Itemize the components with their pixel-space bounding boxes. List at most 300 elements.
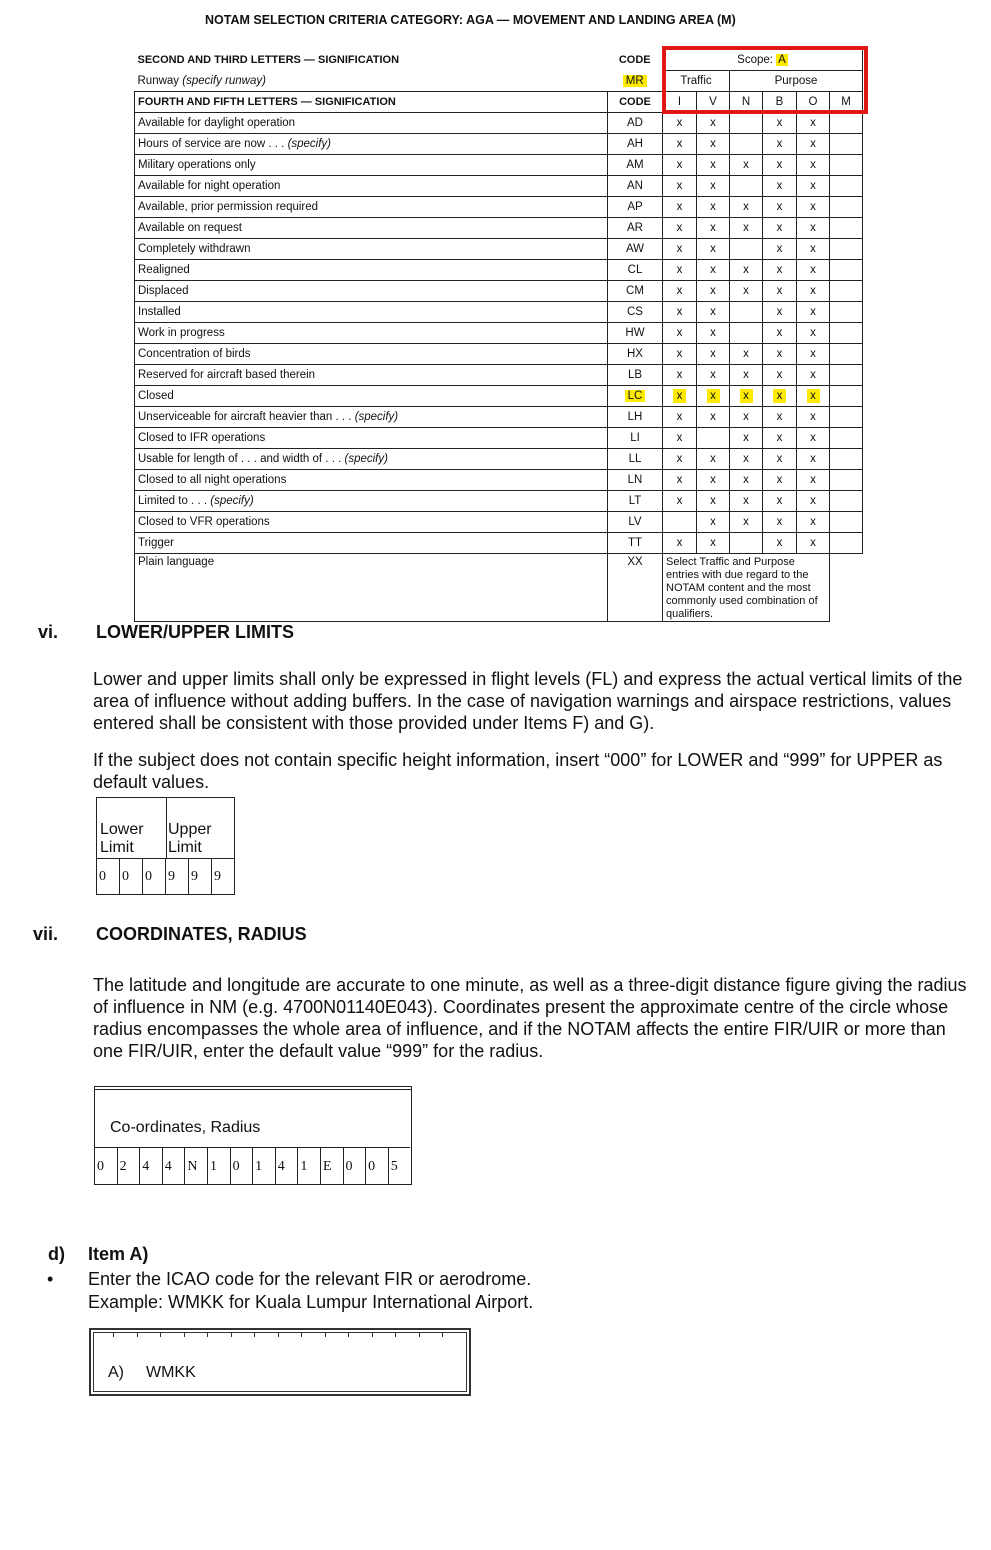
second-third-letters-header: SECOND AND THIRD LETTERS — SIGNIFICATION xyxy=(137,54,400,66)
item-a-tick xyxy=(231,1332,232,1337)
mark-b: x xyxy=(763,113,797,134)
section-d-number: d) xyxy=(48,1244,65,1264)
runway-note: (specify runway) xyxy=(182,74,266,87)
limit-digit-cell: 0 xyxy=(96,859,119,894)
limit-digit-cell: 0 xyxy=(119,859,142,894)
code-cell: CL xyxy=(608,260,663,281)
mark-n: x xyxy=(730,218,763,239)
mark-o: x xyxy=(797,197,830,218)
table-row-plain-language xyxy=(135,554,863,622)
limit-digit-cell: 9 xyxy=(165,859,188,894)
code-cell xyxy=(608,386,663,407)
signification-cell xyxy=(135,155,608,176)
coordinate-char-cell: 4 xyxy=(162,1148,185,1185)
coordinate-char-cell: 0 xyxy=(94,1148,117,1185)
mark-i: x xyxy=(663,470,697,491)
signification-cell xyxy=(135,533,608,554)
mark-n xyxy=(730,323,763,344)
mark-v: x xyxy=(697,176,730,197)
table-row xyxy=(135,386,863,407)
signification-text: Closed to IFR operations xyxy=(138,432,266,444)
code-cell: LV xyxy=(608,512,663,533)
signification-cell xyxy=(135,113,608,134)
coordinate-char-cell: E xyxy=(320,1148,343,1185)
mark-o: x xyxy=(797,344,830,365)
item-a-prefix: A) xyxy=(108,1364,124,1381)
lower-label-line2: Limit xyxy=(100,839,134,856)
table-row xyxy=(135,176,863,197)
code-cell: LN xyxy=(608,470,663,491)
code-cell: XX xyxy=(608,554,663,622)
mark-v: x xyxy=(697,239,730,260)
item-a-tick xyxy=(395,1332,396,1337)
item-a-tick xyxy=(325,1332,326,1337)
item-a-tick xyxy=(160,1332,161,1337)
mark-v: x xyxy=(697,113,730,134)
col-header-n: N xyxy=(730,92,763,113)
signification-cell xyxy=(135,512,608,533)
code-cell: CS xyxy=(608,302,663,323)
mark-v: x xyxy=(697,512,730,533)
mark-n: x xyxy=(730,449,763,470)
mark-v: x xyxy=(697,365,730,386)
mark-m xyxy=(830,281,863,302)
mark-m xyxy=(830,155,863,176)
code-cell: LL xyxy=(608,449,663,470)
section-vii-number: vii. xyxy=(33,924,59,944)
mark-i: x xyxy=(663,260,697,281)
mark-v: x xyxy=(697,449,730,470)
code-header-1: CODE xyxy=(618,54,651,66)
mark-m xyxy=(830,323,863,344)
coordinate-char-cell: 0 xyxy=(365,1148,388,1185)
mark-o: x xyxy=(797,239,830,260)
document-title: NOTAM SELECTION CRITERIA CATEGORY: AGA — MOVEMENT AND LANDING AREA (M) xyxy=(205,13,736,27)
table-row xyxy=(135,470,863,491)
notam-criteria-table xyxy=(134,49,863,622)
table-row xyxy=(135,449,863,470)
mark-m xyxy=(830,512,863,533)
table-row xyxy=(135,428,863,449)
mark-i xyxy=(663,386,697,407)
signification-text: Displaced xyxy=(138,285,189,297)
mark-m xyxy=(830,491,863,512)
mark-i: x xyxy=(663,491,697,512)
coordinate-char-cell: 4 xyxy=(275,1148,298,1185)
signification-spec: (specify) xyxy=(287,138,332,150)
mark-m xyxy=(830,407,863,428)
item-a-tick xyxy=(442,1332,443,1337)
mark-v: x xyxy=(697,134,730,155)
mark-b: x xyxy=(763,281,797,302)
limit-digit-cell: 9 xyxy=(188,859,211,894)
mark-v: x xyxy=(697,260,730,281)
col-header-o: O xyxy=(797,92,830,113)
mark-v: x xyxy=(697,344,730,365)
signification-cell xyxy=(135,176,608,197)
mark-i: x xyxy=(663,218,697,239)
mark-o: x xyxy=(797,134,830,155)
mark-i: x xyxy=(663,176,697,197)
mark-b: x xyxy=(763,218,797,239)
signification-cell xyxy=(135,323,608,344)
table-row xyxy=(135,323,863,344)
mark-o: x xyxy=(797,365,830,386)
mark-i: x xyxy=(663,365,697,386)
runway-label: Runway xyxy=(137,74,183,87)
mark-o: x xyxy=(797,176,830,197)
mark-o: x xyxy=(797,155,830,176)
runway-code xyxy=(608,71,663,92)
code-cell: AH xyxy=(608,134,663,155)
signification-text: Available, prior permission required xyxy=(138,201,319,213)
mark-m xyxy=(830,428,863,449)
coordinate-char-cell: 5 xyxy=(388,1148,411,1185)
item-a-tick xyxy=(137,1332,138,1337)
signification-text: Closed to VFR operations xyxy=(138,516,270,528)
item-a-tick xyxy=(254,1332,255,1337)
mark-i: x xyxy=(663,344,697,365)
signification-cell xyxy=(135,218,608,239)
upper-limit-label xyxy=(168,821,212,857)
mark-b: x xyxy=(763,449,797,470)
mark-n: x xyxy=(730,491,763,512)
scope-label: Scope: xyxy=(737,54,777,66)
code-cell: HX xyxy=(608,344,663,365)
mark-m xyxy=(830,302,863,323)
table-row xyxy=(135,365,863,386)
coordinates-box xyxy=(94,1086,412,1185)
mark-m xyxy=(830,260,863,281)
mark-n xyxy=(730,176,763,197)
coordinate-char-cell: 1 xyxy=(207,1148,230,1185)
mark-n: x xyxy=(730,365,763,386)
mark-i: x xyxy=(663,197,697,218)
mark-n: x xyxy=(730,344,763,365)
lower-limit-label xyxy=(100,821,144,857)
mark-v: x xyxy=(697,197,730,218)
signification-cell xyxy=(135,365,608,386)
code-cell: AR xyxy=(608,218,663,239)
code-cell: CM xyxy=(608,281,663,302)
item-a-tick xyxy=(113,1332,114,1337)
code-value: LC xyxy=(625,390,646,402)
mark-o: x xyxy=(797,323,830,344)
mark-i: x xyxy=(663,428,697,449)
table-row xyxy=(135,260,863,281)
col-header-v: V xyxy=(697,92,730,113)
mark-o: x xyxy=(797,491,830,512)
signification-text: Realigned xyxy=(138,264,190,276)
mark-i xyxy=(663,512,697,533)
signification-cell xyxy=(135,134,608,155)
mark-m xyxy=(830,218,863,239)
item-a-tick xyxy=(372,1332,373,1337)
signification-text: Unserviceable for aircraft heavier than . . . xyxy=(138,411,355,423)
mark-b: x xyxy=(763,134,797,155)
mark-i: x xyxy=(663,407,697,428)
mark-n xyxy=(730,113,763,134)
signification-text: Completely withdrawn xyxy=(138,243,251,255)
code-cell: HW xyxy=(608,323,663,344)
mark-b: x xyxy=(763,365,797,386)
mark-o: x xyxy=(797,407,830,428)
mark-n: x xyxy=(730,260,763,281)
section-vii-paragraph: The latitude and longitude are accurate to one minute, as well as a three-digit distance figure giving the radius of influence in NM (e.g. 4700N01140E043). Coordinates present the approximate centre of the circle whose radius encompasses the whole area of influence, and if the NOTAM affects the entire FIR/UIR or more than one FIR/UIR, enter the default value “999” for the radius. xyxy=(93,975,967,1061)
section-vi-paragraph-1: Lower and upper limits shall only be expressed in flight levels (FL) and express the actual vertical limits of the area of influence without adding buffers. In the case of navigation warnings and airspace restrictions, values entered shall be consistent with those provided under Items F) and G). xyxy=(93,669,963,733)
mark-n: x xyxy=(730,407,763,428)
code-cell: LI xyxy=(608,428,663,449)
signification-cell xyxy=(135,197,608,218)
signification-cell xyxy=(135,407,608,428)
table-row xyxy=(135,281,863,302)
mark-o xyxy=(797,386,830,407)
mark-v xyxy=(697,428,730,449)
section-vi-heading: LOWER/UPPER LIMITS xyxy=(96,622,294,642)
mark-n: x xyxy=(730,197,763,218)
signification-text: Available for daylight operation xyxy=(138,117,296,129)
signification-cell xyxy=(135,428,608,449)
signification-text: Reserved for aircraft based therein xyxy=(138,369,316,381)
signification-cell xyxy=(135,302,608,323)
mark-n xyxy=(730,533,763,554)
limit-digit-cell: 9 xyxy=(211,859,234,894)
table-row xyxy=(135,512,863,533)
code-cell: LH xyxy=(608,407,663,428)
mark-b xyxy=(763,386,797,407)
mark-n: x xyxy=(730,512,763,533)
item-a-box xyxy=(89,1328,471,1396)
mark-value: x xyxy=(807,389,820,403)
mark-m xyxy=(830,449,863,470)
mark-i: x xyxy=(663,533,697,554)
mark-n: x xyxy=(730,281,763,302)
signification-cell xyxy=(135,281,608,302)
mark-b: x xyxy=(763,302,797,323)
mark-b: x xyxy=(763,239,797,260)
table-row xyxy=(135,197,863,218)
signification-cell xyxy=(135,386,608,407)
mark-b: x xyxy=(763,155,797,176)
mark-m xyxy=(830,239,863,260)
mark-b: x xyxy=(763,407,797,428)
coordinate-char-cell: 2 xyxy=(117,1148,140,1185)
mark-v: x xyxy=(697,491,730,512)
empty-cell xyxy=(830,554,863,622)
code-cell: AW xyxy=(608,239,663,260)
fourth-fifth-letters-header: FOURTH AND FIFTH LETTERS — SIGNIFICATION xyxy=(135,92,608,113)
table-row xyxy=(135,134,863,155)
mark-o: x xyxy=(797,533,830,554)
mark-n: x xyxy=(730,470,763,491)
coordinate-char-cell: 0 xyxy=(343,1148,366,1185)
coordinate-char-cell: 0 xyxy=(230,1148,253,1185)
table-row xyxy=(135,533,863,554)
mark-v: x xyxy=(697,533,730,554)
mark-b: x xyxy=(763,470,797,491)
mark-o: x xyxy=(797,512,830,533)
item-a-inner-frame xyxy=(93,1332,467,1392)
item-a-tick xyxy=(348,1332,349,1337)
mark-n xyxy=(730,134,763,155)
signification-text: Limited to . . . xyxy=(138,495,211,507)
mark-value: x xyxy=(773,389,786,403)
mark-i: x xyxy=(663,113,697,134)
signification-cell xyxy=(135,491,608,512)
signification-text: Installed xyxy=(138,306,181,318)
mark-m xyxy=(830,470,863,491)
signification-text: Hours of service are now . . . xyxy=(138,138,288,150)
mark-m xyxy=(830,176,863,197)
upper-label-line1: Upper xyxy=(168,821,212,838)
mark-v: x xyxy=(697,302,730,323)
item-a-value: WMKK xyxy=(146,1364,196,1381)
mark-m xyxy=(830,533,863,554)
col-header-b: B xyxy=(763,92,797,113)
mark-i: x xyxy=(663,323,697,344)
item-a-tick xyxy=(466,1332,467,1337)
mark-b: x xyxy=(763,512,797,533)
table-row xyxy=(135,113,863,134)
item-a-tick xyxy=(301,1332,302,1337)
table-row xyxy=(135,302,863,323)
mark-o: x xyxy=(797,449,830,470)
signification-text: Trigger xyxy=(138,537,174,549)
runway-cell xyxy=(135,71,608,92)
code-cell: LB xyxy=(608,365,663,386)
item-a-tick xyxy=(184,1332,185,1337)
signification-spec: (specify) xyxy=(354,411,399,423)
section-d-line-2: Example: WMKK for Kuala Lumpur International Airport. xyxy=(88,1292,534,1312)
mark-n xyxy=(730,386,763,407)
item-a-tick xyxy=(419,1332,420,1337)
coordinate-char-cell: 4 xyxy=(139,1148,162,1185)
mark-b: x xyxy=(763,344,797,365)
mark-i: x xyxy=(663,281,697,302)
mark-n xyxy=(730,302,763,323)
mark-value: x xyxy=(740,389,753,403)
item-a-tick xyxy=(207,1332,208,1337)
table-row xyxy=(135,155,863,176)
col-header-i: I xyxy=(663,92,697,113)
limits-divider xyxy=(166,798,167,858)
mark-n xyxy=(730,239,763,260)
signification-text: Concentration of birds xyxy=(138,348,251,360)
mark-o: x xyxy=(797,281,830,302)
signification-spec: (specify) xyxy=(210,495,254,507)
mark-i: x xyxy=(663,302,697,323)
item-a-tick xyxy=(278,1332,279,1337)
mark-value: x xyxy=(673,389,686,403)
mark-v: x xyxy=(697,155,730,176)
signification-spec: (specify) xyxy=(344,453,388,465)
signification-text: Available on request xyxy=(138,222,242,234)
mark-m xyxy=(830,113,863,134)
mark-b: x xyxy=(763,533,797,554)
item-a-tick-row xyxy=(91,1332,469,1337)
code-cell: AD xyxy=(608,113,663,134)
mark-o: x xyxy=(797,113,830,134)
table-row xyxy=(135,218,863,239)
mark-i: x xyxy=(663,239,697,260)
mark-b: x xyxy=(763,491,797,512)
code-cell: AM xyxy=(608,155,663,176)
signification-cell: Plain language xyxy=(135,554,608,622)
signification-text: Closed to all night operations xyxy=(138,474,287,486)
coord-top-rule xyxy=(95,1089,411,1090)
mark-m xyxy=(830,365,863,386)
mark-o: x xyxy=(797,470,830,491)
mark-o: x xyxy=(797,428,830,449)
coordinate-char-row xyxy=(94,1147,410,1185)
scope-value: A xyxy=(778,54,786,66)
mark-value: x xyxy=(707,389,720,403)
signification-cell xyxy=(135,239,608,260)
mark-v: x xyxy=(697,407,730,428)
mark-v: x xyxy=(697,470,730,491)
mark-v: x xyxy=(697,218,730,239)
code-cell: TT xyxy=(608,533,663,554)
section-vi-number: vi. xyxy=(38,622,59,642)
section-d-heading: Item A) xyxy=(88,1244,149,1264)
table-row xyxy=(135,491,863,512)
mark-o: x xyxy=(797,302,830,323)
purpose-header: Purpose xyxy=(730,71,863,92)
mark-m xyxy=(830,197,863,218)
col-header-m: M xyxy=(830,92,863,113)
signification-text: Available for night operation xyxy=(138,180,281,192)
coordinate-char-cell: N xyxy=(184,1148,207,1185)
mark-m xyxy=(830,386,863,407)
mark-m xyxy=(830,134,863,155)
code-cell: AP xyxy=(608,197,663,218)
limits-box xyxy=(96,797,235,895)
signification-cell xyxy=(135,260,608,281)
signification-text: Work in progress xyxy=(138,327,225,339)
section-d-line-1: Enter the ICAO code for the relevant FIR or aerodrome. xyxy=(88,1269,532,1289)
limit-digit-row xyxy=(96,858,235,894)
mark-o: x xyxy=(797,218,830,239)
coordinate-char-cell: 1 xyxy=(252,1148,275,1185)
mark-n: x xyxy=(730,155,763,176)
signification-text: Military operations only xyxy=(138,159,256,171)
coordinates-label: Co-ordinates, Radius xyxy=(110,1119,261,1136)
signification-cell xyxy=(135,449,608,470)
mark-i: x xyxy=(663,134,697,155)
upper-label-line2: Limit xyxy=(168,839,202,856)
mark-o: x xyxy=(797,260,830,281)
scope-highlight-box xyxy=(662,46,868,114)
table-row xyxy=(135,344,863,365)
traffic-header: Traffic xyxy=(663,71,730,92)
code-header-2: CODE xyxy=(608,92,663,113)
plain-language-note: Select Traffic and Purpose entries with due regard to the NOTAM content and the most commonly used combination of qualifiers. xyxy=(663,554,830,622)
table-row xyxy=(135,239,863,260)
signification-text: Usable for length of . . . and width of . . . xyxy=(138,453,345,465)
table-row xyxy=(135,407,863,428)
section-vii-heading: COORDINATES, RADIUS xyxy=(96,924,307,944)
bullet-glyph: • xyxy=(47,1269,54,1289)
mark-m xyxy=(830,344,863,365)
mark-i: x xyxy=(663,155,697,176)
mark-b: x xyxy=(763,260,797,281)
mark-n: x xyxy=(730,428,763,449)
lower-label-line1: Lower xyxy=(100,821,144,838)
code-cell: AN xyxy=(608,176,663,197)
mark-b: x xyxy=(763,197,797,218)
mark-v: x xyxy=(697,323,730,344)
section-vi-paragraph-2: If the subject does not contain specific height information, insert “000” for LOWER and “999” for UPPER as default values. xyxy=(93,750,943,792)
